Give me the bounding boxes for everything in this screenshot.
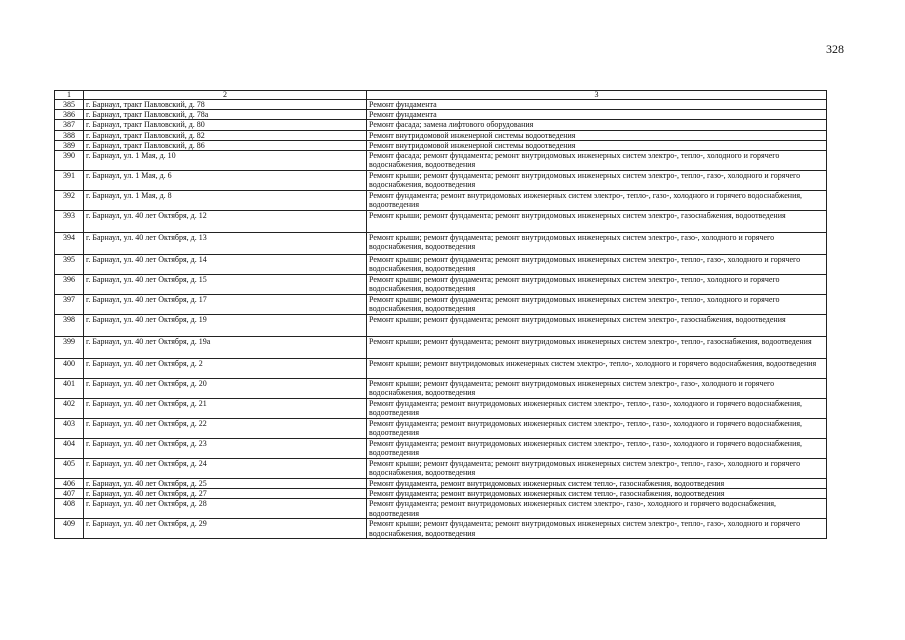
row-work-description: Ремонт крыши; ремонт фундамента; ремонт внутридомовых инженерных систем электро-, тепло-, газо-, холодного и горячего водоснабжения, водоотведения — [367, 519, 827, 539]
row-work-description: Ремонт крыши; ремонт фундамента; ремонт внутридомовых инженерных систем электро-, газоснабжения, водоотведения — [367, 315, 827, 337]
row-address: г. Барнаул, ул. 1 Мая, д. 10 — [84, 151, 367, 171]
row-address: г. Барнаул, ул. 40 лет Октября, д. 2 — [84, 359, 367, 379]
row-address: г. Барнаул, ул. 40 лет Октября, д. 20 — [84, 379, 367, 399]
row-address: г. Барнаул, ул. 40 лет Октября, д. 22 — [84, 419, 367, 439]
row-work-description: Ремонт крыши; ремонт внутридомовых инженерных систем электро-, тепло-, холодного и горячего водоснабжения, водоотведения — [367, 359, 827, 379]
row-address: г. Барнаул, ул. 40 лет Октября, д. 12 — [84, 211, 367, 233]
table-row — [55, 140, 827, 150]
row-number: 409 — [55, 519, 84, 539]
row-work-description: Ремонт внутридомовой инженерной системы водоотведения — [367, 130, 827, 140]
table-row — [55, 419, 827, 439]
row-number: 391 — [55, 171, 84, 191]
row-address: г. Барнаул, тракт Павловский, д. 86 — [84, 140, 367, 150]
table-row — [55, 110, 827, 120]
table-row — [55, 479, 827, 489]
row-address: г. Барнаул, ул. 40 лет Октября, д. 21 — [84, 399, 367, 419]
table-row — [55, 130, 827, 140]
row-work-description: Ремонт фундамента — [367, 110, 827, 120]
row-address: г. Барнаул, ул. 40 лет Октября, д. 23 — [84, 439, 367, 459]
row-address: г. Барнаул, тракт Павловский, д. 82 — [84, 130, 367, 140]
row-work-description: Ремонт фундамента; ремонт внутридомовых инженерных систем электро-, тепло-, газо-, холодного и горячего водоснабжения, водоотведения — [367, 439, 827, 459]
row-number: 405 — [55, 459, 84, 479]
row-number: 386 — [55, 110, 84, 120]
row-number: 393 — [55, 211, 84, 233]
row-number: 398 — [55, 315, 84, 337]
table-row — [55, 211, 827, 233]
row-work-description: Ремонт внутридомовой инженерной системы водоотведения — [367, 140, 827, 150]
row-work-description: Ремонт фундамента — [367, 100, 827, 110]
row-work-description: Ремонт крыши; ремонт фундамента; ремонт внутридомовых инженерных систем электро-, тепло-, холодного и горячего водоснабжения, водоотведения — [367, 275, 827, 295]
table-row — [55, 120, 827, 130]
table-header-row — [55, 91, 827, 100]
row-work-description: Ремонт фундамента; ремонт внутридомовых инженерных систем тепло-, газоснабжения, водоотведения — [367, 489, 827, 499]
row-address: г. Барнаул, тракт Павловский, д. 80 — [84, 120, 367, 130]
header-col-3: 3 — [367, 91, 827, 100]
row-number: 401 — [55, 379, 84, 399]
row-work-description: Ремонт крыши; ремонт фундамента; ремонт внутридомовых инженерных систем электро-, тепло-, газоснабжения, водоотведения — [367, 337, 827, 359]
registry-table — [54, 90, 827, 539]
row-work-description: Ремонт фундамента, ремонт внутридомовых инженерных систем тепло-, газоснабжения, водоотведения — [367, 479, 827, 489]
table-row — [55, 379, 827, 399]
row-address: г. Барнаул, ул. 40 лет Октября, д. 19а — [84, 337, 367, 359]
table-row — [55, 151, 827, 171]
row-work-description: Ремонт фасада; замена лифтового оборудования — [367, 120, 827, 130]
row-number: 408 — [55, 499, 84, 519]
row-address: г. Барнаул, ул. 40 лет Октября, д. 27 — [84, 489, 367, 499]
table-row — [55, 439, 827, 459]
row-number: 400 — [55, 359, 84, 379]
row-work-description: Ремонт крыши; ремонт фундамента; ремонт внутридомовых инженерных систем электро-, тепло-, газо-, холодного и горячего водоснабжения, водоотведения — [367, 171, 827, 191]
table-row — [55, 233, 827, 255]
row-number: 407 — [55, 489, 84, 499]
row-address: г. Барнаул, тракт Павловский, д. 78а — [84, 110, 367, 120]
row-work-description: Ремонт фундамента; ремонт внутридомовых инженерных систем электро-, тепло-, газо-, холодного и горячего водоснабжения, водоотведения — [367, 191, 827, 211]
table-row — [55, 255, 827, 275]
row-number: 394 — [55, 233, 84, 255]
row-address: г. Барнаул, ул. 1 Мая, д. 6 — [84, 171, 367, 191]
row-work-description: Ремонт фундамента; ремонт внутридомовых инженерных систем электро-, газо-, холодного и горячего водоснабжения, водоотведения — [367, 499, 827, 519]
row-number: 387 — [55, 120, 84, 130]
row-number: 397 — [55, 295, 84, 315]
row-number: 395 — [55, 255, 84, 275]
row-number: 403 — [55, 419, 84, 439]
row-number: 396 — [55, 275, 84, 295]
table-row — [55, 171, 827, 191]
row-address: г. Барнаул, ул. 40 лет Октября, д. 29 — [84, 519, 367, 539]
table-row — [55, 315, 827, 337]
table-row — [55, 295, 827, 315]
header-col-2: 2 — [84, 91, 367, 100]
table-row — [55, 337, 827, 359]
row-work-description: Ремонт крыши; ремонт фундамента; ремонт внутридомовых инженерных систем электро-, газо-, холодного и горячего водоснабжения, водоотведения — [367, 233, 827, 255]
table-row — [55, 499, 827, 519]
row-work-description: Ремонт фундамента; ремонт внутридомовых инженерных систем электро-, тепло-, газо-, холодного и горячего водоснабжения, водоотведения — [367, 399, 827, 419]
row-number: 388 — [55, 130, 84, 140]
row-address: г. Барнаул, ул. 40 лет Октября, д. 19 — [84, 315, 367, 337]
registry-table-body — [55, 91, 827, 539]
row-number: 390 — [55, 151, 84, 171]
header-col-1: 1 — [55, 91, 84, 100]
table-row — [55, 359, 827, 379]
row-address: г. Барнаул, ул. 1 Мая, д. 8 — [84, 191, 367, 211]
table-row — [55, 100, 827, 110]
row-address: г. Барнаул, ул. 40 лет Октября, д. 13 — [84, 233, 367, 255]
row-work-description: Ремонт крыши; ремонт фундамента; ремонт внутридомовых инженерных систем электро-, газо-, холодного и горячего водоснабжения, водоотведения — [367, 379, 827, 399]
row-number: 392 — [55, 191, 84, 211]
row-address: г. Барнаул, ул. 40 лет Октября, д. 28 — [84, 499, 367, 519]
row-work-description: Ремонт крыши; ремонт фундамента; ремонт внутридомовых инженерных систем электро-, газоснабжения, водоотведения — [367, 211, 827, 233]
row-work-description: Ремонт крыши; ремонт фундамента; ремонт внутридомовых инженерных систем электро-, тепло-, газо-, холодного и горячего водоснабжения, водоотведения — [367, 459, 827, 479]
row-work-description: Ремонт крыши; ремонт фундамента; ремонт внутридомовых инженерных систем электро-, тепло-, холодного и горячего водоснабжения, водоотведения — [367, 295, 827, 315]
row-number: 385 — [55, 100, 84, 110]
row-work-description: Ремонт фундамента; ремонт внутридомовых инженерных систем электро-, тепло-, газо-, холодного и горячего водоснабжения, водоотведения — [367, 419, 827, 439]
row-number: 406 — [55, 479, 84, 489]
row-number: 402 — [55, 399, 84, 419]
row-work-description: Ремонт фасада; ремонт фундамента; ремонт внутридомовых инженерных систем электро-, тепло-, холодного и горячего водоснабжения, водоотведения — [367, 151, 827, 171]
table-row — [55, 459, 827, 479]
row-number: 389 — [55, 140, 84, 150]
row-address: г. Барнаул, ул. 40 лет Октября, д. 14 — [84, 255, 367, 275]
row-address: г. Барнаул, ул. 40 лет Октября, д. 15 — [84, 275, 367, 295]
row-address: г. Барнаул, ул. 40 лет Октября, д. 25 — [84, 479, 367, 489]
row-number: 399 — [55, 337, 84, 359]
page-number: 328 — [826, 42, 844, 56]
table-row — [55, 399, 827, 419]
table-row — [55, 519, 827, 539]
row-address: г. Барнаул, ул. 40 лет Октября, д. 17 — [84, 295, 367, 315]
table-row — [55, 275, 827, 295]
table-row — [55, 489, 827, 499]
table-row — [55, 191, 827, 211]
row-address: г. Барнаул, тракт Павловский, д. 78 — [84, 100, 367, 110]
row-number: 404 — [55, 439, 84, 459]
row-work-description: Ремонт крыши; ремонт фундамента; ремонт внутридомовых инженерных систем электро-, тепло-, газо-, холодного и горячего водоснабжения, водоотведения — [367, 255, 827, 275]
row-address: г. Барнаул, ул. 40 лет Октября, д. 24 — [84, 459, 367, 479]
